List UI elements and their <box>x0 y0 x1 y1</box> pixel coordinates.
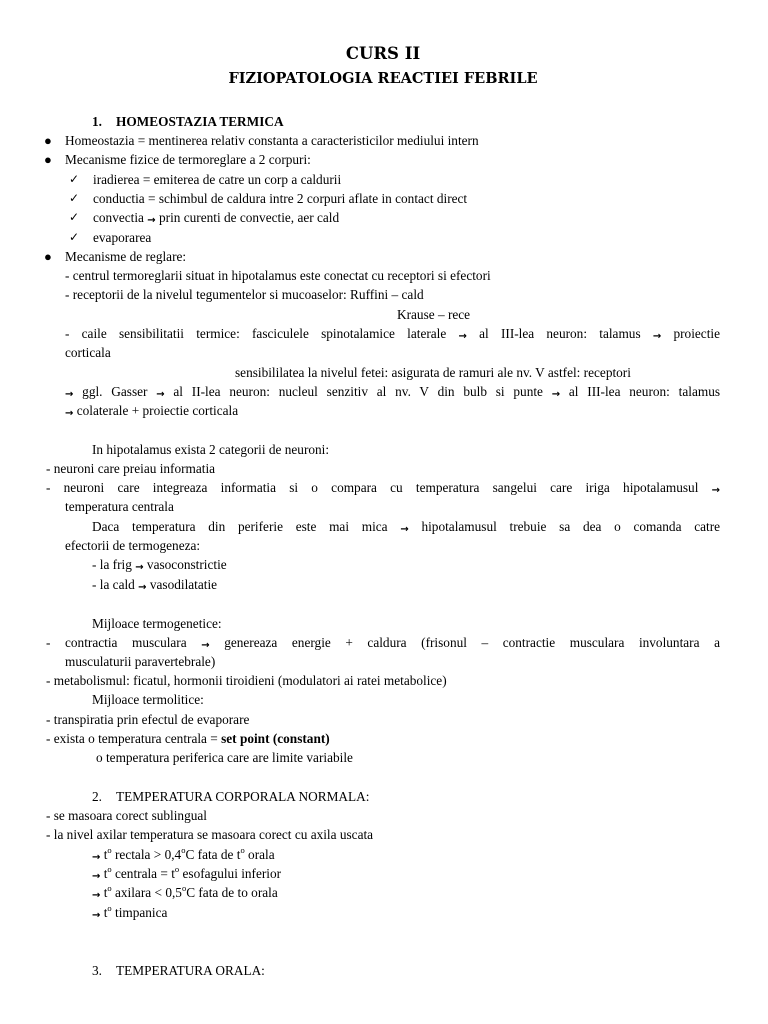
set-point-text: set point (constant) <box>221 731 330 746</box>
frig-line: - la frig → vasoconstrictie <box>92 557 227 573</box>
right-arrow-icon: → <box>551 389 561 400</box>
right-arrow-icon: → <box>138 582 147 593</box>
reglare-line-3: Krause – rece <box>397 307 471 322</box>
right-arrow-icon: → <box>147 215 156 226</box>
right-arrow-icon: → <box>65 408 74 419</box>
bullet-mecanisme-reglare: Mecanisme de reglare: <box>65 249 187 264</box>
checkmark-icon: ✓ <box>69 210 80 224</box>
reglare-line-8: → colaterale + proiectie corticala <box>65 403 239 419</box>
bullet-mecanisme-fizice: Mecanisme fizice de termoreglare a 2 corpuri: <box>65 152 311 167</box>
section-3-heading: TEMPERATURA ORALA: <box>116 963 265 978</box>
checkmark-icon: ✓ <box>69 172 80 186</box>
right-arrow-icon: → <box>156 389 165 400</box>
bullet-dot-icon: ● <box>44 249 52 264</box>
termogenetice-title: Mijloace termogenetice: <box>92 616 222 631</box>
right-arrow-icon: → <box>92 852 101 863</box>
right-arrow-icon: → <box>92 910 101 921</box>
termolitice-line-2: - exista o temperatura centrala = set point (constant) <box>46 731 330 746</box>
bullet-dot-icon: ● <box>44 152 52 167</box>
temp-rectala-line: → $t^o$ rectala > $0,4^oC$ fata de $t^o$ orala <box>92 844 275 863</box>
bullet-homeostazia: Homeostazia = mentinerea relativ constanta a caracteristicilor mediului intern <box>65 133 479 148</box>
termogenetice-line-3: - metabolismul: ficatul, hormonii tiroidieni (modulatori ai ratei metabolice) <box>46 673 447 688</box>
cald-line: - la cald → vasodilatatie <box>92 577 218 593</box>
right-arrow-icon: → <box>711 485 720 496</box>
checkmark-icon: ✓ <box>69 230 80 244</box>
temp-axilara-line: → $t^o$ axilara < $0,5^oC$ fata de to orala <box>92 882 278 901</box>
termogenetice-line-2: musculaturii paravertebrale) <box>65 654 216 669</box>
temp-centrala-line: → $t^o$ centrala = $t^o$ esofagului inferior <box>92 863 282 882</box>
right-arrow-icon: → <box>458 331 467 342</box>
right-arrow-icon: → <box>92 871 101 882</box>
reglare-line-4: - caile sensibilitatii termice: fasciculele spinotalamice laterale → al III-lea neuron: talamus → proiectie <box>65 326 720 342</box>
check-item-convectia: convectia → prin curenti de convectie, aer cald <box>93 210 340 226</box>
checkmark-icon: ✓ <box>69 191 80 205</box>
daca-line-1: Daca temperatura din periferie este mai mica → hipotalamusul trebuie sa dea o comanda catre <box>92 519 721 535</box>
right-arrow-icon: → <box>135 562 144 573</box>
right-arrow-icon: → <box>65 389 74 400</box>
check-item-iradierea: iradierea = emiterea de catre un corp a caldurii <box>93 172 342 187</box>
temp-timpanica-line: → $t^o$ timpanica <box>92 902 168 921</box>
check-item-conductia: conductia = schimbul de caldura intre 2 corpuri aflate in contact direct <box>93 191 468 206</box>
reglare-line-1: - centrul termoreglarii situat in hipotalamus este conectat cu receptori si efectori <box>65 268 491 283</box>
page-title: CURS II <box>345 44 421 63</box>
masurare-line-1: - se masoara corect sublingual <box>46 808 207 823</box>
section-3-number: 3. <box>92 963 102 978</box>
termolitice-line-3: o temperatura periferica care are limite variabile <box>96 750 353 765</box>
reglare-line-6: sensibililatea la nivelul fetei: asigurata de ramuri ale nv. V astfel: receptori <box>235 365 631 380</box>
neuroni-line-1: - neuroni care preiau informatia <box>46 461 216 476</box>
right-arrow-icon: → <box>201 640 210 651</box>
right-arrow-icon: → <box>400 524 409 535</box>
section-2-heading: TEMPERATURA CORPORALA NORMALA: <box>116 789 370 804</box>
reglare-line-2: - receptorii de la nivelul tegumentelor si mucoaselor: Ruffini – cald <box>65 287 424 302</box>
daca-line-2: efectorii de termogeneza: <box>65 538 201 553</box>
section-1-heading: HOMEOSTAZIA TERMICA <box>116 114 284 129</box>
section-1-number: 1. <box>92 114 102 129</box>
check-item-evaporarea: evaporarea <box>93 230 152 245</box>
bullet-dot-icon: ● <box>44 133 52 148</box>
section-2-number: 2. <box>92 789 102 804</box>
right-arrow-icon: → <box>652 331 662 342</box>
right-arrow-icon: → <box>92 890 101 901</box>
neuroni-line-2: - neuroni care integreaza informatia si o compara cu temperatura sangelui care iriga hipotalamusul → <box>46 480 720 496</box>
hypothalamus-intro: In hipotalamus exista 2 categorii de neuroni: <box>92 442 330 457</box>
masurare-line-2: - la nivel axilar temperatura se masoara corect cu axila uscata <box>46 827 374 842</box>
termogenetice-line-1: - contractia musculara → genereaza energie + caldura (frisonul – contractie musculara involuntara a <box>46 635 720 651</box>
reglare-line-5: corticala <box>65 345 111 360</box>
page-subtitle: FIZIOPATOLOGIA REACTIEI FEBRILE <box>228 70 538 87</box>
neuroni-line-3: temperatura centrala <box>65 499 174 514</box>
reglare-line-7: → ggl. Gasser → al II-lea neuron: nucleul senzitiv al nv. V din bulb si punte → al III-lea neuron: talamus <box>65 384 721 400</box>
termolitice-line-1: - transpiratia prin efectul de evaporare <box>46 712 250 727</box>
termolitice-title: Mijloace termolitice: <box>92 692 204 707</box>
